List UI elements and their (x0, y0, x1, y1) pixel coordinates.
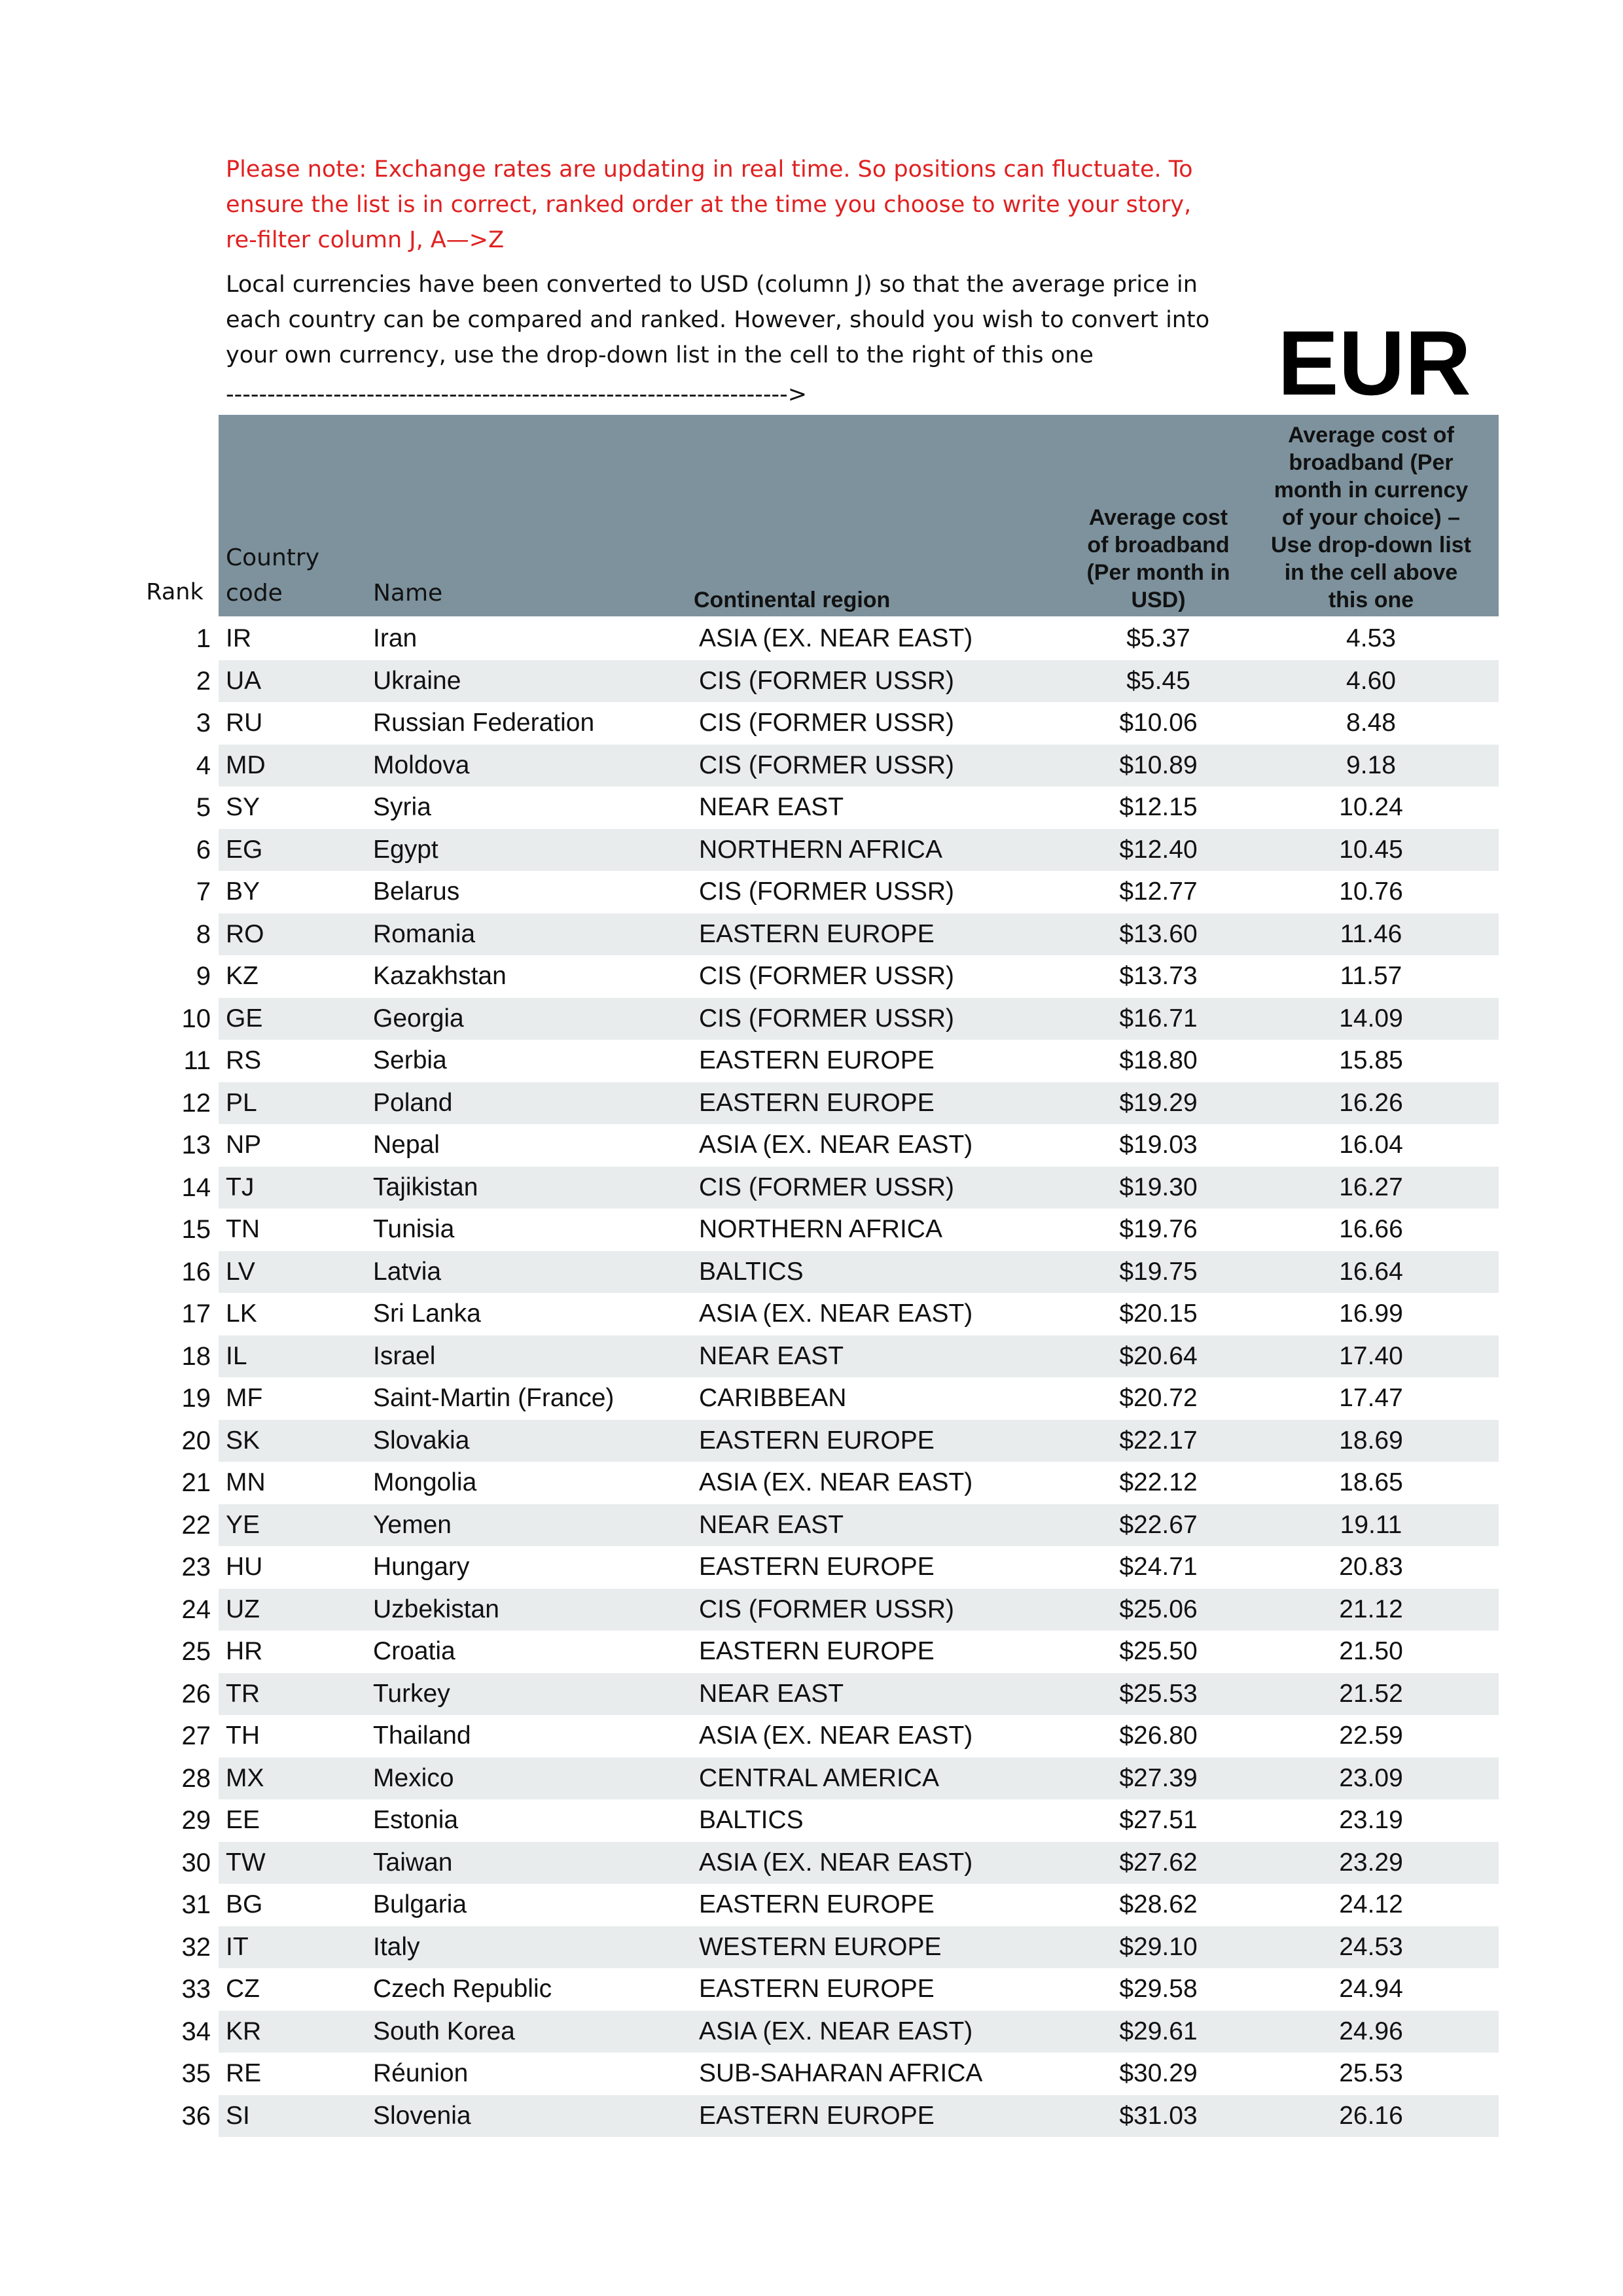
rank-cell: 27 (181, 1722, 211, 1750)
local-cost-cell: 22.59 (1339, 1722, 1403, 1750)
usd-cost-cell: $13.60 (1119, 919, 1198, 948)
usd-cost-cell: $26.80 (1119, 1722, 1198, 1750)
country-name-cell: Tunisia (373, 1215, 455, 1243)
rank-cell: 13 (181, 1131, 211, 1159)
usd-cost-cell: $31.03 (1119, 2101, 1198, 2130)
usd-cost-cell: $30.29 (1119, 2059, 1198, 2087)
rank-cell: 1 (196, 624, 211, 653)
country-name-cell: Nepal (373, 1131, 440, 1159)
rank-cell: 3 (196, 709, 211, 737)
local-cost-cell: 18.65 (1339, 1468, 1403, 1496)
rank-cell: 2 (196, 666, 211, 696)
local-cost-cell: 4.60 (1346, 666, 1396, 695)
table-row (0, 702, 1623, 745)
local-cost-cell: 9.18 (1346, 751, 1396, 779)
header-average-cost-local: Average cost of broadband (Per month in currency of your choice) – Use drop-down list in the cell above this one (1271, 423, 1471, 612)
usd-cost-cell: $29.10 (1119, 1932, 1198, 1961)
region-cell: EASTERN EUROPE (699, 1046, 935, 1074)
usd-cost-cell: $22.67 (1119, 1510, 1198, 1539)
country-code-cell: TH (226, 1722, 260, 1750)
local-cost-cell: 16.04 (1339, 1131, 1403, 1159)
region-cell: EASTERN EUROPE (699, 1975, 935, 2003)
local-cost-cell: 16.66 (1339, 1215, 1403, 1243)
rank-cell: 31 (181, 1890, 211, 1919)
table-row (0, 1082, 1623, 1125)
table-row (0, 913, 1623, 956)
table-row (0, 660, 1623, 703)
rank-cell: 23 (181, 1553, 211, 1581)
usd-cost-cell: $19.76 (1119, 1215, 1198, 1243)
region-cell: ASIA (EX. NEAR EAST) (699, 1722, 973, 1750)
header-rank: Rank (146, 579, 204, 605)
country-name-cell: Moldova (373, 751, 470, 779)
country-name-cell: Hungary (373, 1553, 470, 1581)
country-name-cell: Saint-Martin (France) (373, 1384, 615, 1412)
country-code-cell: TN (226, 1215, 260, 1243)
country-code-cell: LV (226, 1257, 255, 1286)
local-cost-cell: 23.19 (1339, 1806, 1403, 1834)
region-cell: EASTERN EUROPE (699, 1553, 935, 1581)
table-row (0, 618, 1623, 660)
header-name: Name (373, 580, 443, 607)
country-name-cell: Russian Federation (373, 709, 595, 737)
table-row (0, 2053, 1623, 2095)
country-code-cell: HU (226, 1553, 263, 1581)
local-cost-cell: 10.24 (1339, 793, 1403, 821)
local-cost-cell: 21.12 (1339, 1595, 1403, 1623)
table-row (0, 2011, 1623, 2053)
local-cost-cell: 24.53 (1339, 1932, 1403, 1961)
country-code-cell: TR (226, 1679, 260, 1708)
local-cost-cell: 11.46 (1340, 919, 1402, 948)
usd-cost-cell: $12.77 (1119, 877, 1198, 906)
country-name-cell: Croatia (373, 1637, 455, 1665)
usd-cost-cell: $27.51 (1119, 1806, 1198, 1834)
currency-selector-cell[interactable]: EUR (1277, 311, 1471, 414)
usd-cost-cell: $12.40 (1119, 835, 1198, 864)
table-row (0, 1799, 1623, 1842)
country-code-cell: TW (226, 1848, 266, 1877)
country-code-cell: TJ (226, 1173, 255, 1201)
local-cost-cell: 14.09 (1339, 1004, 1403, 1033)
country-code-cell: MD (226, 751, 266, 779)
table-row (0, 1715, 1623, 1757)
local-cost-cell: 24.96 (1339, 2017, 1403, 2045)
usd-cost-cell: $27.62 (1119, 1848, 1198, 1877)
country-name-cell: Mexico (373, 1763, 454, 1792)
table-row (0, 1335, 1623, 1378)
region-cell: CIS (FORMER USSR) (699, 877, 954, 906)
country-code-cell: BG (226, 1890, 263, 1918)
local-cost-cell: 23.09 (1339, 1763, 1403, 1792)
rank-cell: 18 (181, 1341, 211, 1371)
usd-cost-cell: $20.15 (1119, 1299, 1198, 1328)
country-name-cell: Israel (373, 1341, 436, 1370)
arrow-to-selector: --------------------------------------------------------------------> (226, 381, 808, 408)
table-row (0, 955, 1623, 998)
local-cost-cell: 20.83 (1339, 1553, 1403, 1581)
usd-cost-cell: $19.30 (1119, 1173, 1198, 1201)
region-cell: NORTHERN AFRICA (699, 835, 942, 864)
table-row (0, 998, 1623, 1040)
country-name-cell: Yemen (373, 1510, 452, 1539)
table-row (0, 1842, 1623, 1884)
usd-cost-cell: $27.39 (1119, 1763, 1198, 1792)
region-cell: CIS (FORMER USSR) (699, 962, 954, 990)
country-code-cell: RS (226, 1046, 262, 1074)
usd-cost-cell: $12.15 (1119, 793, 1198, 821)
country-name-cell: Thailand (373, 1722, 471, 1750)
country-code-cell: GE (226, 1004, 263, 1033)
region-cell: CIS (FORMER USSR) (699, 1173, 954, 1201)
table-row (0, 1968, 1623, 2011)
region-cell: NEAR EAST (699, 793, 844, 821)
local-cost-cell: 25.53 (1339, 2059, 1403, 2087)
local-cost-cell: 4.53 (1346, 624, 1396, 652)
usd-cost-cell: $25.53 (1119, 1679, 1198, 1708)
rank-cell: 24 (181, 1595, 211, 1624)
country-code-cell: EE (226, 1806, 260, 1834)
country-code-cell: RO (226, 919, 264, 948)
country-name-cell: Ukraine (373, 666, 461, 695)
table-row (0, 1546, 1623, 1589)
country-code-cell: IT (226, 1932, 249, 1961)
rank-cell: 26 (181, 1679, 211, 1708)
region-cell: CENTRAL AMERICA (699, 1763, 939, 1792)
country-code-cell: YE (226, 1510, 260, 1539)
rank-cell: 29 (181, 1806, 211, 1835)
local-cost-cell: 17.47 (1339, 1384, 1403, 1412)
country-code-cell: UA (226, 666, 262, 695)
rank-cell: 22 (181, 1510, 211, 1540)
country-code-cell: PL (226, 1088, 257, 1117)
table-row (0, 1631, 1623, 1673)
country-code-cell: EG (226, 835, 263, 864)
region-cell: BALTICS (699, 1257, 804, 1286)
country-code-cell: KR (226, 2017, 262, 2045)
country-name-cell: Georgia (373, 1004, 464, 1033)
region-cell: NEAR EAST (699, 1510, 844, 1539)
table-row (0, 1293, 1623, 1335)
country-code-cell: IL (226, 1341, 247, 1370)
rank-cell: 28 (181, 1763, 211, 1793)
local-cost-cell: 23.29 (1339, 1848, 1403, 1877)
country-code-cell: RE (226, 2059, 262, 2087)
local-cost-cell: 16.99 (1339, 1299, 1403, 1328)
usd-cost-cell: $5.45 (1126, 666, 1190, 695)
country-name-cell: Taiwan (373, 1848, 453, 1877)
region-cell: EASTERN EUROPE (699, 919, 935, 948)
table-row (0, 1040, 1623, 1082)
usd-cost-cell: $29.58 (1119, 1975, 1198, 2003)
country-name-cell: Bulgaria (373, 1890, 467, 1918)
country-code-cell: MF (226, 1384, 263, 1412)
usd-cost-cell: $10.89 (1119, 751, 1198, 779)
local-cost-cell: 10.45 (1339, 835, 1403, 864)
region-cell: CIS (FORMER USSR) (699, 1595, 954, 1623)
rank-cell: 11 (183, 1046, 211, 1075)
country-name-cell: Serbia (373, 1046, 447, 1074)
rank-cell: 36 (181, 2101, 211, 2130)
table-row (0, 871, 1623, 913)
local-cost-cell: 21.50 (1339, 1637, 1403, 1665)
country-name-cell: Iran (373, 624, 418, 652)
country-name-cell: Sri Lanka (373, 1299, 481, 1328)
usd-cost-cell: $19.75 (1119, 1257, 1198, 1286)
currency-info-text: Local currencies have been converted to USD (column J) so that the average price in each country can be compared and ranked. However, should you wish to convert into your own currency, use the drop-down list in the cell to the right of this one (226, 272, 1210, 368)
local-cost-cell: 15.85 (1339, 1046, 1403, 1074)
region-cell: EASTERN EUROPE (699, 1426, 935, 1455)
region-cell: ASIA (EX. NEAR EAST) (699, 1468, 973, 1496)
country-code-cell: KZ (226, 962, 259, 990)
usd-cost-cell: $19.03 (1119, 1131, 1198, 1159)
rank-cell: 8 (196, 919, 211, 949)
local-cost-cell: 16.26 (1339, 1088, 1403, 1117)
local-cost-cell: 24.94 (1339, 1975, 1403, 2003)
usd-cost-cell: $25.06 (1119, 1595, 1198, 1623)
rank-cell: 34 (181, 2017, 211, 2046)
country-code-cell: BY (226, 877, 260, 906)
region-cell: NEAR EAST (699, 1679, 844, 1708)
broadband-cost-table (0, 618, 1623, 2137)
table-row (0, 1209, 1623, 1251)
table-row (0, 1124, 1623, 1167)
local-cost-cell: 19.11 (1340, 1510, 1402, 1539)
local-cost-cell: 16.27 (1339, 1173, 1403, 1201)
table-row (0, 829, 1623, 872)
country-name-cell: Romania (373, 919, 476, 948)
rank-cell: 5 (196, 793, 211, 822)
table-row (0, 2095, 1623, 2138)
rank-cell: 10 (181, 1004, 211, 1033)
country-name-cell: Belarus (373, 877, 460, 906)
usd-cost-cell: $28.62 (1119, 1890, 1198, 1918)
country-code-cell: SY (226, 793, 260, 821)
country-name-cell: Tajikistan (373, 1173, 478, 1201)
local-cost-cell: 18.69 (1339, 1426, 1403, 1455)
rank-cell: 6 (196, 835, 211, 864)
exchange-rate-note: Please note: Exchange rates are updating in real time. So positions can fluctuate. To ensure the list is in correct, ranked order at the time you choose to write your story, re-filter column J, A—>Z (226, 156, 1193, 253)
region-cell: EASTERN EUROPE (699, 1088, 935, 1117)
table-row (0, 1504, 1623, 1547)
country-code-cell: UZ (226, 1595, 260, 1623)
usd-cost-cell: $5.37 (1126, 624, 1190, 652)
local-cost-cell: 8.48 (1346, 709, 1396, 737)
usd-cost-cell: $22.12 (1119, 1468, 1198, 1496)
rank-cell: 4 (196, 751, 211, 780)
country-name-cell: Kazakhstan (373, 962, 507, 990)
country-code-cell: MN (226, 1468, 266, 1496)
country-code-cell: SI (226, 2101, 250, 2130)
usd-cost-cell: $29.61 (1119, 2017, 1198, 2045)
country-code-cell: SK (226, 1426, 260, 1455)
rank-cell: 20 (181, 1426, 211, 1455)
usd-cost-cell: $25.50 (1119, 1637, 1198, 1665)
region-cell: ASIA (EX. NEAR EAST) (699, 2017, 973, 2045)
rank-cell: 32 (181, 1932, 211, 1962)
table-row (0, 1757, 1623, 1800)
region-cell: EASTERN EUROPE (699, 1890, 935, 1918)
rank-cell: 33 (181, 1975, 211, 2004)
rank-cell: 19 (181, 1384, 211, 1413)
rank-cell: 15 (181, 1215, 211, 1244)
rank-cell: 21 (181, 1468, 211, 1497)
header-average-cost-usd: Average cost of broadband (Per month in USD) (1086, 505, 1230, 612)
country-code-cell: LK (226, 1299, 257, 1328)
country-name-cell: Czech Republic (373, 1975, 552, 2003)
rank-cell: 16 (181, 1257, 211, 1286)
country-name-cell: Latvia (373, 1257, 442, 1286)
usd-cost-cell: $20.72 (1119, 1384, 1198, 1412)
country-name-cell: South Korea (373, 2017, 515, 2045)
rank-cell: 35 (181, 2059, 211, 2088)
region-cell: ASIA (EX. NEAR EAST) (699, 1848, 973, 1877)
country-name-cell: Turkey (373, 1679, 450, 1708)
header-continental-region: Continental region (694, 588, 891, 612)
country-code-cell: RU (226, 709, 263, 737)
country-name-cell: Slovenia (373, 2101, 471, 2130)
usd-cost-cell: $10.06 (1119, 709, 1198, 737)
region-cell: CIS (FORMER USSR) (699, 666, 954, 695)
region-cell: CARIBBEAN (699, 1384, 847, 1412)
table-row (0, 1167, 1623, 1209)
table-row (0, 1420, 1623, 1462)
header-country-code: Country code (226, 544, 320, 607)
local-cost-cell: 11.57 (1340, 962, 1402, 990)
usd-cost-cell: $22.17 (1119, 1426, 1198, 1455)
local-cost-cell: 21.52 (1339, 1679, 1403, 1708)
table-row (0, 1462, 1623, 1504)
country-name-cell: Uzbekistan (373, 1595, 499, 1623)
region-cell: ASIA (EX. NEAR EAST) (699, 1299, 973, 1328)
region-cell: WESTERN EUROPE (699, 1932, 942, 1961)
local-cost-cell: 16.64 (1339, 1257, 1403, 1286)
local-cost-cell: 26.16 (1339, 2101, 1403, 2130)
table-row (0, 1884, 1623, 1926)
region-cell: ASIA (EX. NEAR EAST) (699, 1131, 973, 1159)
country-name-cell: Estonia (373, 1806, 459, 1834)
rank-cell: 7 (196, 877, 211, 906)
country-code-cell: HR (226, 1637, 263, 1665)
usd-cost-cell: $13.73 (1119, 962, 1198, 990)
region-cell: BALTICS (699, 1806, 804, 1834)
region-cell: EASTERN EUROPE (699, 1637, 935, 1665)
country-name-cell: Slovakia (373, 1426, 470, 1455)
country-name-cell: Poland (373, 1088, 453, 1117)
rank-cell: 12 (181, 1088, 211, 1118)
table-row (0, 1589, 1623, 1631)
country-code-cell: MX (226, 1763, 264, 1792)
usd-cost-cell: $18.80 (1119, 1046, 1198, 1074)
usd-cost-cell: $19.29 (1119, 1088, 1198, 1117)
region-cell: CIS (FORMER USSR) (699, 1004, 954, 1033)
local-cost-cell: 24.12 (1339, 1890, 1403, 1918)
region-cell: CIS (FORMER USSR) (699, 709, 954, 737)
rank-cell: 25 (181, 1637, 211, 1666)
region-cell: EASTERN EUROPE (699, 2101, 935, 2130)
country-code-cell: NP (226, 1131, 262, 1159)
local-cost-cell: 17.40 (1339, 1341, 1403, 1370)
usd-cost-cell: $20.64 (1119, 1341, 1198, 1370)
table-row (0, 1377, 1623, 1420)
country-code-cell: IR (226, 624, 251, 652)
region-cell: NORTHERN AFRICA (699, 1215, 942, 1243)
table-row (0, 1251, 1623, 1294)
table-row (0, 1926, 1623, 1969)
table-row (0, 745, 1623, 787)
local-cost-cell: 10.76 (1339, 877, 1403, 906)
country-name-cell: Egypt (373, 835, 438, 864)
country-code-cell: CZ (226, 1975, 260, 2003)
usd-cost-cell: $16.71 (1119, 1004, 1198, 1033)
country-name-cell: Italy (373, 1932, 420, 1961)
country-name-cell: Réunion (373, 2059, 469, 2087)
rank-cell: 17 (181, 1299, 211, 1328)
region-cell: NEAR EAST (699, 1341, 844, 1370)
country-name-cell: Syria (373, 793, 431, 821)
usd-cost-cell: $24.71 (1119, 1553, 1198, 1581)
region-cell: SUB-SAHARAN AFRICA (699, 2059, 983, 2087)
table-row (0, 786, 1623, 829)
rank-cell: 9 (196, 962, 211, 991)
country-name-cell: Mongolia (373, 1468, 477, 1496)
table-row (0, 1673, 1623, 1716)
rank-cell: 30 (181, 1848, 211, 1877)
region-cell: ASIA (EX. NEAR EAST) (699, 624, 973, 652)
region-cell: CIS (FORMER USSR) (699, 751, 954, 779)
rank-cell: 14 (181, 1173, 211, 1202)
